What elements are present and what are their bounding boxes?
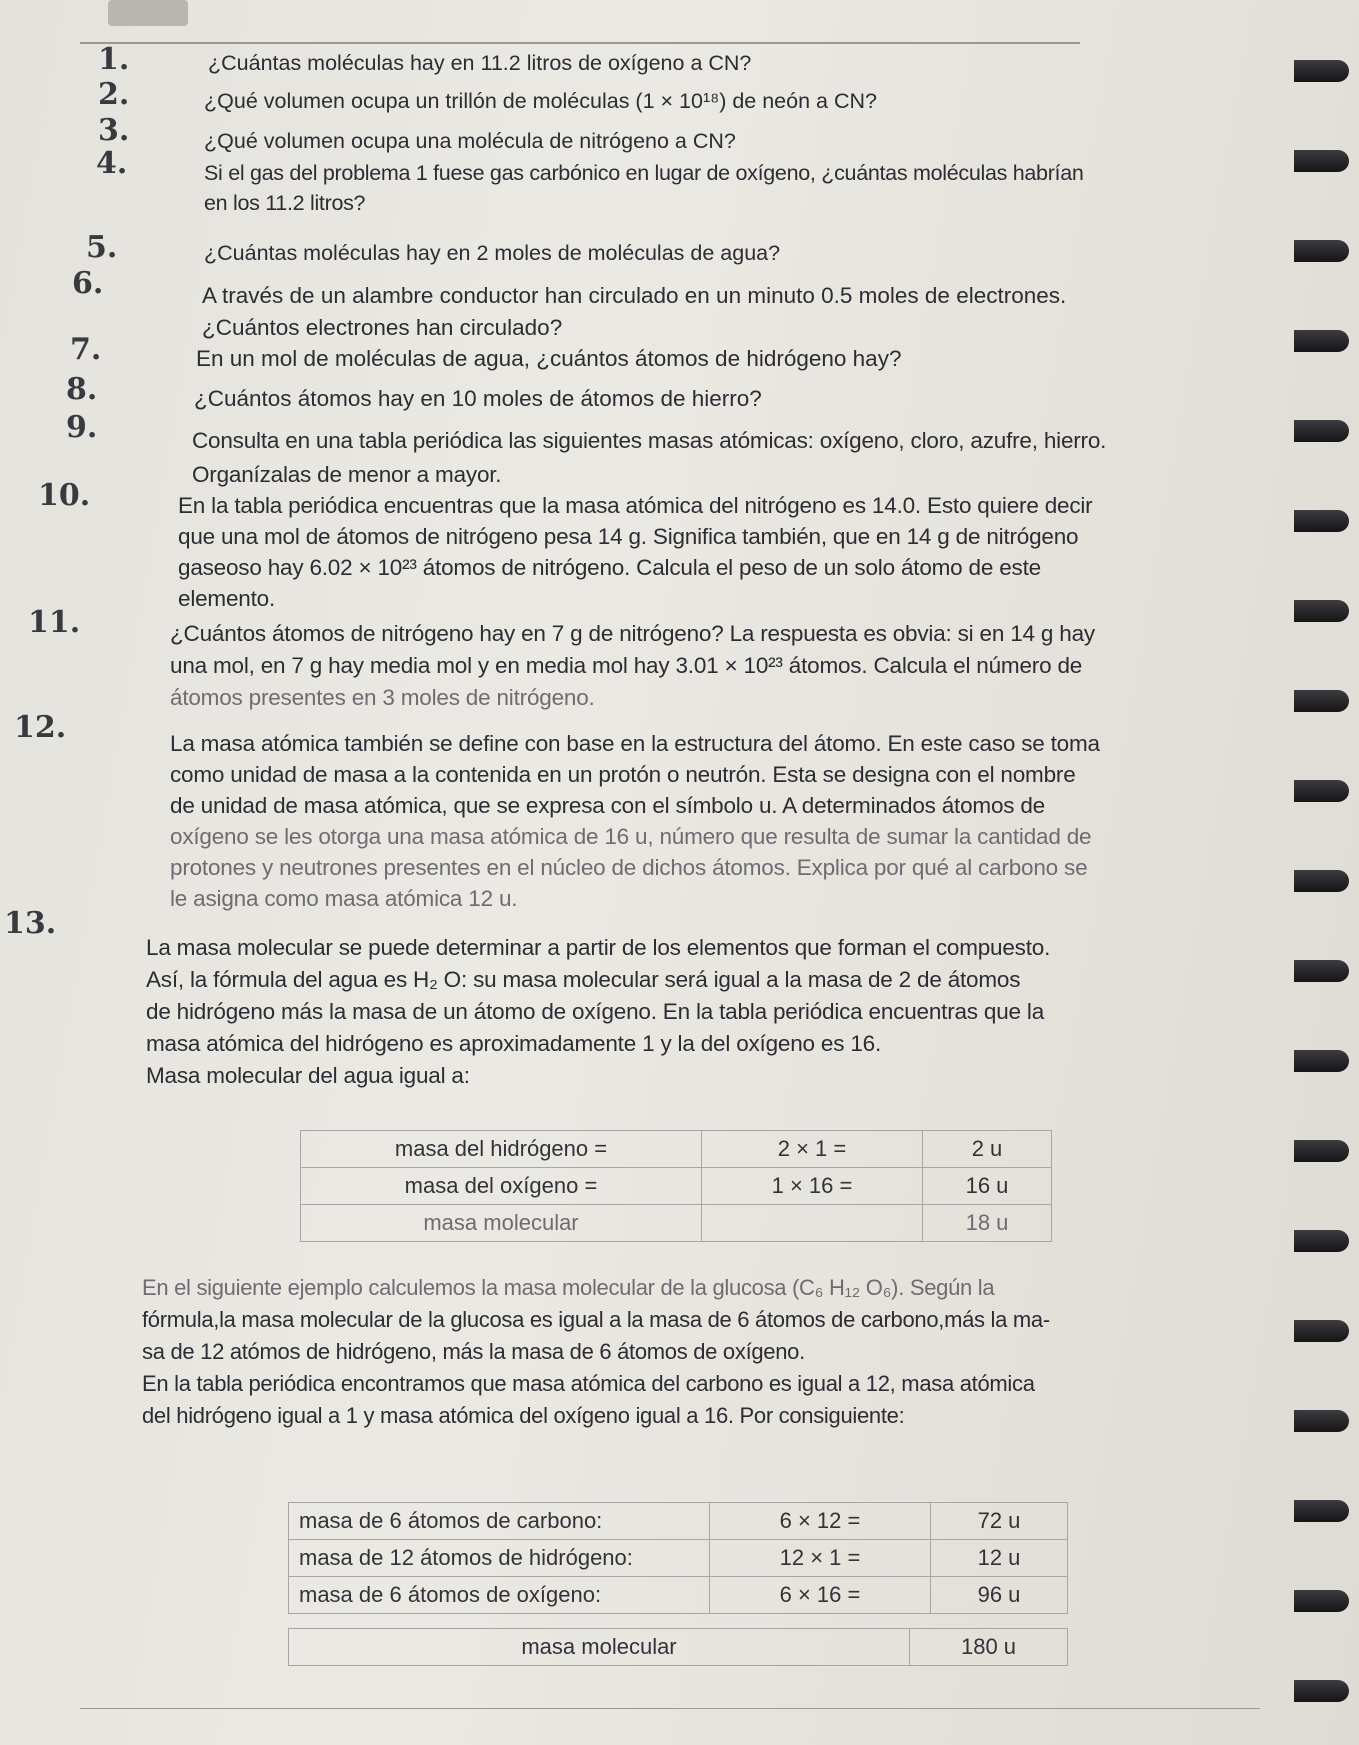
- binder-rings: [1284, 0, 1359, 1745]
- table-cell: masa del hidrógeno =: [301, 1131, 702, 1168]
- binder-ring: [1294, 510, 1349, 532]
- question-13-text: La masa molecular se puede determinar a partir de los elementos que forman el compuesto. Así, la fórmula del agua es H₂ O: su masa molecular será igual a la masa de 2 de átomos de hidrógeno más la masa de un átomo de oxígeno. En la tabla periódica encuentras que la masa atómica del hidrógeno es aproximadamente 1 y la del oxígeno es 16. Masa molecular del agua igual a:: [146, 935, 1051, 1088]
- glucose-mass-table: [288, 1502, 1068, 1614]
- table-cell: 18 u: [923, 1205, 1052, 1242]
- table-cell: 16 u: [923, 1168, 1052, 1205]
- table-row: [289, 1577, 1068, 1614]
- table-cell: 96 u: [931, 1577, 1068, 1614]
- bottom-border: [80, 1708, 1260, 1709]
- table-row: [301, 1205, 1052, 1242]
- table-cell: 12 × 1 =: [710, 1540, 931, 1577]
- table-cell: 72 u: [931, 1503, 1068, 1540]
- binder-ring: [1294, 330, 1349, 352]
- binder-ring: [1294, 420, 1349, 442]
- table-cell: 180 u: [910, 1629, 1068, 1666]
- binder-ring: [1294, 870, 1349, 892]
- binder-ring: [1294, 780, 1349, 802]
- table-cell: 2 u: [923, 1131, 1052, 1168]
- question-number: 10.: [38, 478, 91, 513]
- question-4-text: Si el gas del problema 1 fuese gas carbónico en lugar de oxígeno, ¿cuántas moléculas habrían en los 11.2 litros?: [204, 161, 1084, 215]
- binder-ring: [1294, 1140, 1349, 1162]
- question-number: 1.: [98, 42, 130, 77]
- question-8-text: ¿Cuántos átomos hay en 10 moles de átomos de hierro?: [194, 386, 762, 411]
- binder-ring: [1294, 1320, 1349, 1342]
- binder-ring: [1294, 1050, 1349, 1072]
- binder-ring: [1294, 1410, 1349, 1432]
- binder-ring: [1294, 150, 1349, 172]
- question-number: 11.: [28, 605, 81, 640]
- question-number: 5.: [86, 230, 118, 265]
- question-1-text: ¿Cuántas moléculas hay en 11.2 litros de oxígeno a CN?: [208, 51, 752, 75]
- question-2-text: ¿Qué volumen ocupa un trillón de moléculas (1 × 10¹⁸) de neón a CN?: [204, 89, 877, 113]
- glucose-total-table: [288, 1628, 1068, 1666]
- question-11-text: ¿Cuántos átomos de nitrógeno hay en 7 g de nitrógeno? La respuesta es obvia: si en 14 g hay una mol, en 7 g hay media mol y en media mol hay 3.01 × 10²³ átomos. Calcula el número de átomos presentes en 3 moles de nitrógeno.: [170, 621, 1095, 710]
- question-number: 12.: [14, 710, 67, 745]
- question-number: 2.: [98, 77, 130, 112]
- question-number: 4.: [96, 146, 128, 181]
- question-10-text: En la tabla periódica encuentras que la masa atómica del nitrógeno es 14.0. Esto quiere decir que una mol de átomos de nitrógeno pesa 14 g. Significa también, que en 14 g de nitrógeno gaseoso hay 6.02 × 10²³ átomos de nitrógeno. Calcula el peso de un solo átomo de este elemento.: [178, 493, 1093, 611]
- question-3-text: ¿Qué volumen ocupa una molécula de nitrógeno a CN?: [204, 129, 736, 153]
- table-row: [301, 1168, 1052, 1205]
- question-number: 7.: [70, 332, 102, 367]
- question-7-text: En un mol de moléculas de agua, ¿cuántos átomos de hidrógeno hay?: [196, 346, 902, 371]
- binder-ring: [1294, 1680, 1349, 1702]
- table-cell: masa del oxígeno =: [301, 1168, 702, 1205]
- binder-ring: [1294, 600, 1349, 622]
- table-cell: 2 × 1 =: [702, 1131, 923, 1168]
- table-cell: 1 × 16 =: [702, 1168, 923, 1205]
- top-border: [80, 0, 1080, 44]
- question-5-text: ¿Cuántas moléculas hay en 2 moles de moléculas de agua?: [204, 241, 781, 265]
- question-number: 13.: [4, 906, 57, 941]
- top-logo: [108, 0, 188, 26]
- binder-ring: [1294, 60, 1349, 82]
- table-cell: masa molecular: [301, 1205, 702, 1242]
- table-cell: masa de 6 átomos de oxígeno:: [289, 1577, 710, 1614]
- table-cell: [702, 1205, 923, 1242]
- binder-ring: [1294, 1230, 1349, 1252]
- water-mass-table: [300, 1130, 1052, 1242]
- table-row: [301, 1131, 1052, 1168]
- question-12-text: La masa atómica también se define con base en la estructura del átomo. En este caso se toma como unidad de masa a la contenida en un protón o neutrón. Esta se designa con el nombre de unidad de masa atómica, que se expresa con el símbolo u. A determinados átomos de oxígeno se les otorga una masa atómica de 16 u, número que resulta de sumar la cantidad de protones y neutrones presentes en el núcleo de dichos átomos. Explica por qué al carbono se le asigna como masa atómica 12 u.: [170, 731, 1100, 911]
- glucose-paragraph: En el siguiente ejemplo calculemos la masa molecular de la glucosa (C₆ H₁₂ O₆). Según la fórmula,la masa molecular de la glucosa es igual a la masa de 6 átomos de carbono,más la ma- sa de 12 atómos de hidrógeno, más la masa de 6 átomos de oxígeno. En la tabla periódica encontramos que masa atómica del carbono es igual a 12, masa atómica del hidrógeno igual a 1 y masa atómica del oxígeno igual a 16. Por consiguiente:: [142, 1275, 1050, 1428]
- question-number: 9.: [66, 410, 98, 445]
- binder-ring: [1294, 240, 1349, 262]
- binder-ring: [1294, 1590, 1349, 1612]
- question-number: 8.: [66, 372, 98, 407]
- table-cell: masa de 12 átomos de hidrógeno:: [289, 1540, 710, 1577]
- question-9-text: Consulta en una tabla periódica las siguientes masas atómicas: oxígeno, cloro, azufre, hierro. Organízalas de menor a mayor.: [192, 428, 1107, 487]
- table-row: [289, 1503, 1068, 1540]
- binder-ring: [1294, 690, 1349, 712]
- table-cell: 6 × 12 =: [710, 1503, 931, 1540]
- table-row: [289, 1629, 1068, 1666]
- table-cell: masa de 6 átomos de carbono:: [289, 1503, 710, 1540]
- table-cell: 6 × 16 =: [710, 1577, 931, 1614]
- table-cell: masa molecular: [289, 1629, 910, 1666]
- binder-ring: [1294, 960, 1349, 982]
- table-cell: 12 u: [931, 1540, 1068, 1577]
- binder-ring: [1294, 1500, 1349, 1522]
- question-6-text: A través de un alambre conductor han circulado en un minuto 0.5 moles de electrones. ¿Cuántos electrones han circulado?: [202, 283, 1067, 340]
- table-row: [289, 1540, 1068, 1577]
- question-number: 6.: [72, 266, 104, 301]
- question-number: 3.: [98, 113, 130, 148]
